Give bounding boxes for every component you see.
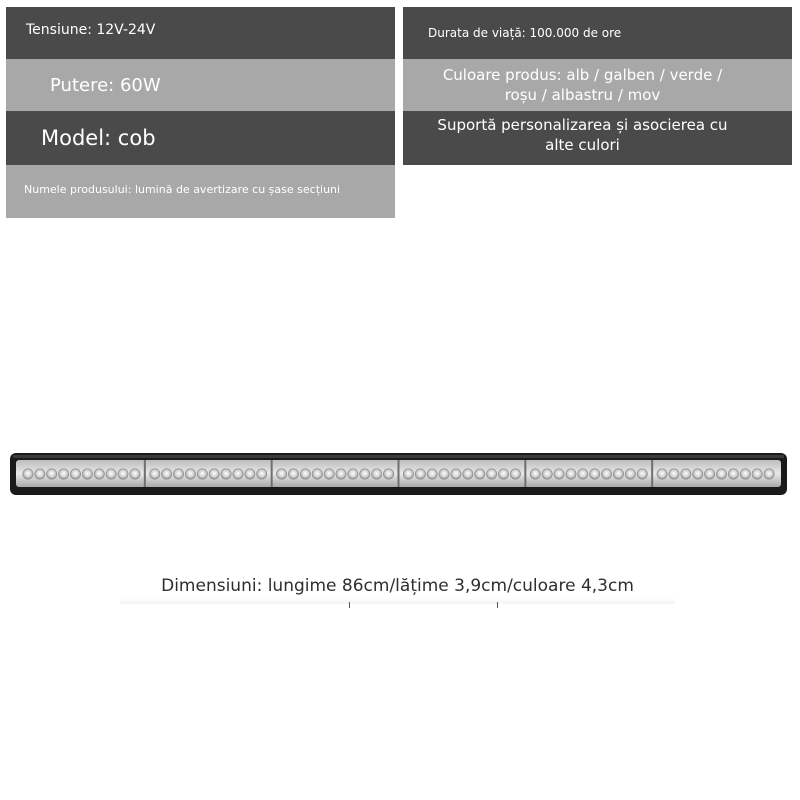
led-dot	[197, 469, 207, 479]
led-dot	[637, 469, 647, 479]
led-dot	[336, 469, 346, 479]
led-dot	[173, 469, 183, 479]
led-dot	[360, 469, 370, 479]
spec-product-name	[6, 165, 395, 218]
caption-tick-mark	[497, 602, 498, 608]
spec-customization-line-2: alte culori	[545, 136, 620, 154]
led-dot	[752, 469, 762, 479]
dimensions-caption: Dimensiuni: lungime 86cm/lățime 3,9cm/culoare 4,3cm	[120, 574, 675, 604]
led-dot	[130, 469, 140, 479]
led-dot	[348, 469, 358, 479]
led-dot	[58, 469, 68, 479]
led-dot	[704, 469, 714, 479]
led-dot	[276, 469, 286, 479]
led-dot	[498, 469, 508, 479]
spec-customization	[403, 111, 792, 165]
led-dot	[209, 469, 219, 479]
led-dot	[589, 469, 599, 479]
section-divider	[271, 460, 273, 487]
spec-colors-line-1: Culoare produs: alb / galben / verde /	[442, 66, 723, 84]
led-dot	[530, 469, 540, 479]
spec-model-text: Model: cob	[41, 126, 156, 150]
led-dot	[300, 469, 310, 479]
led-dot	[427, 469, 437, 479]
led-dot	[415, 469, 425, 479]
spec-colors	[403, 59, 792, 111]
led-dot	[601, 469, 611, 479]
led-dot	[764, 469, 774, 479]
spec-customization-line-1: Suportă personalizarea și asocierea cu	[437, 116, 728, 134]
led-dot	[510, 469, 520, 479]
spec-voltage	[6, 7, 395, 59]
led-dot	[233, 469, 243, 479]
led-dot	[613, 469, 623, 479]
led-dot	[371, 469, 381, 479]
led-dot	[669, 469, 679, 479]
led-dot	[657, 469, 667, 479]
led-dot	[566, 469, 576, 479]
led-dot	[324, 469, 334, 479]
spec-lifetime-text: Durata de viață: 100.000 de ore	[428, 26, 622, 40]
led-dot	[70, 469, 80, 479]
led-dot	[23, 469, 33, 479]
spec-voltage-text: Tensiune: 12V-24V	[26, 22, 156, 38]
led-dot	[161, 469, 171, 479]
led-dot	[245, 469, 255, 479]
led-dot	[118, 469, 128, 479]
led-dot	[451, 469, 461, 479]
led-dot	[403, 469, 413, 479]
led-dot	[542, 469, 552, 479]
led-dot	[578, 469, 588, 479]
section-divider	[144, 460, 146, 487]
led-dot	[475, 469, 485, 479]
led-dot	[150, 469, 160, 479]
led-dot	[185, 469, 195, 479]
spec-power	[6, 59, 395, 111]
led-dot	[625, 469, 635, 479]
led-dot	[439, 469, 449, 479]
light-bar-top-edge	[13, 455, 784, 458]
led-dot	[554, 469, 564, 479]
led-dot	[47, 469, 57, 479]
spec-colors-line-2: roșu / albastru / mov	[504, 86, 661, 104]
led-dot	[463, 469, 473, 479]
led-dot	[35, 469, 45, 479]
led-dot	[94, 469, 104, 479]
section-divider	[651, 460, 653, 487]
led-dot	[486, 469, 496, 479]
led-dot	[681, 469, 691, 479]
led-dot	[221, 469, 231, 479]
led-dot	[288, 469, 298, 479]
spec-model	[6, 111, 395, 165]
spec-power-text: Putere: 60W	[50, 74, 161, 96]
spec-product-name-text: Numele produsului: lumină de avertizare cu șase secțiuni	[24, 183, 341, 196]
led-dot	[106, 469, 116, 479]
led-dot	[312, 469, 322, 479]
led-dot	[82, 469, 92, 479]
spec-lifetime	[403, 7, 792, 59]
light-bar-image	[10, 453, 787, 495]
led-dot	[716, 469, 726, 479]
led-dot	[257, 469, 267, 479]
led-dot	[383, 469, 393, 479]
led-dot	[728, 469, 738, 479]
section-divider	[524, 460, 526, 487]
section-divider	[398, 460, 400, 487]
led-dot	[740, 469, 750, 479]
led-dot	[693, 469, 703, 479]
caption-tick-mark	[349, 602, 350, 608]
